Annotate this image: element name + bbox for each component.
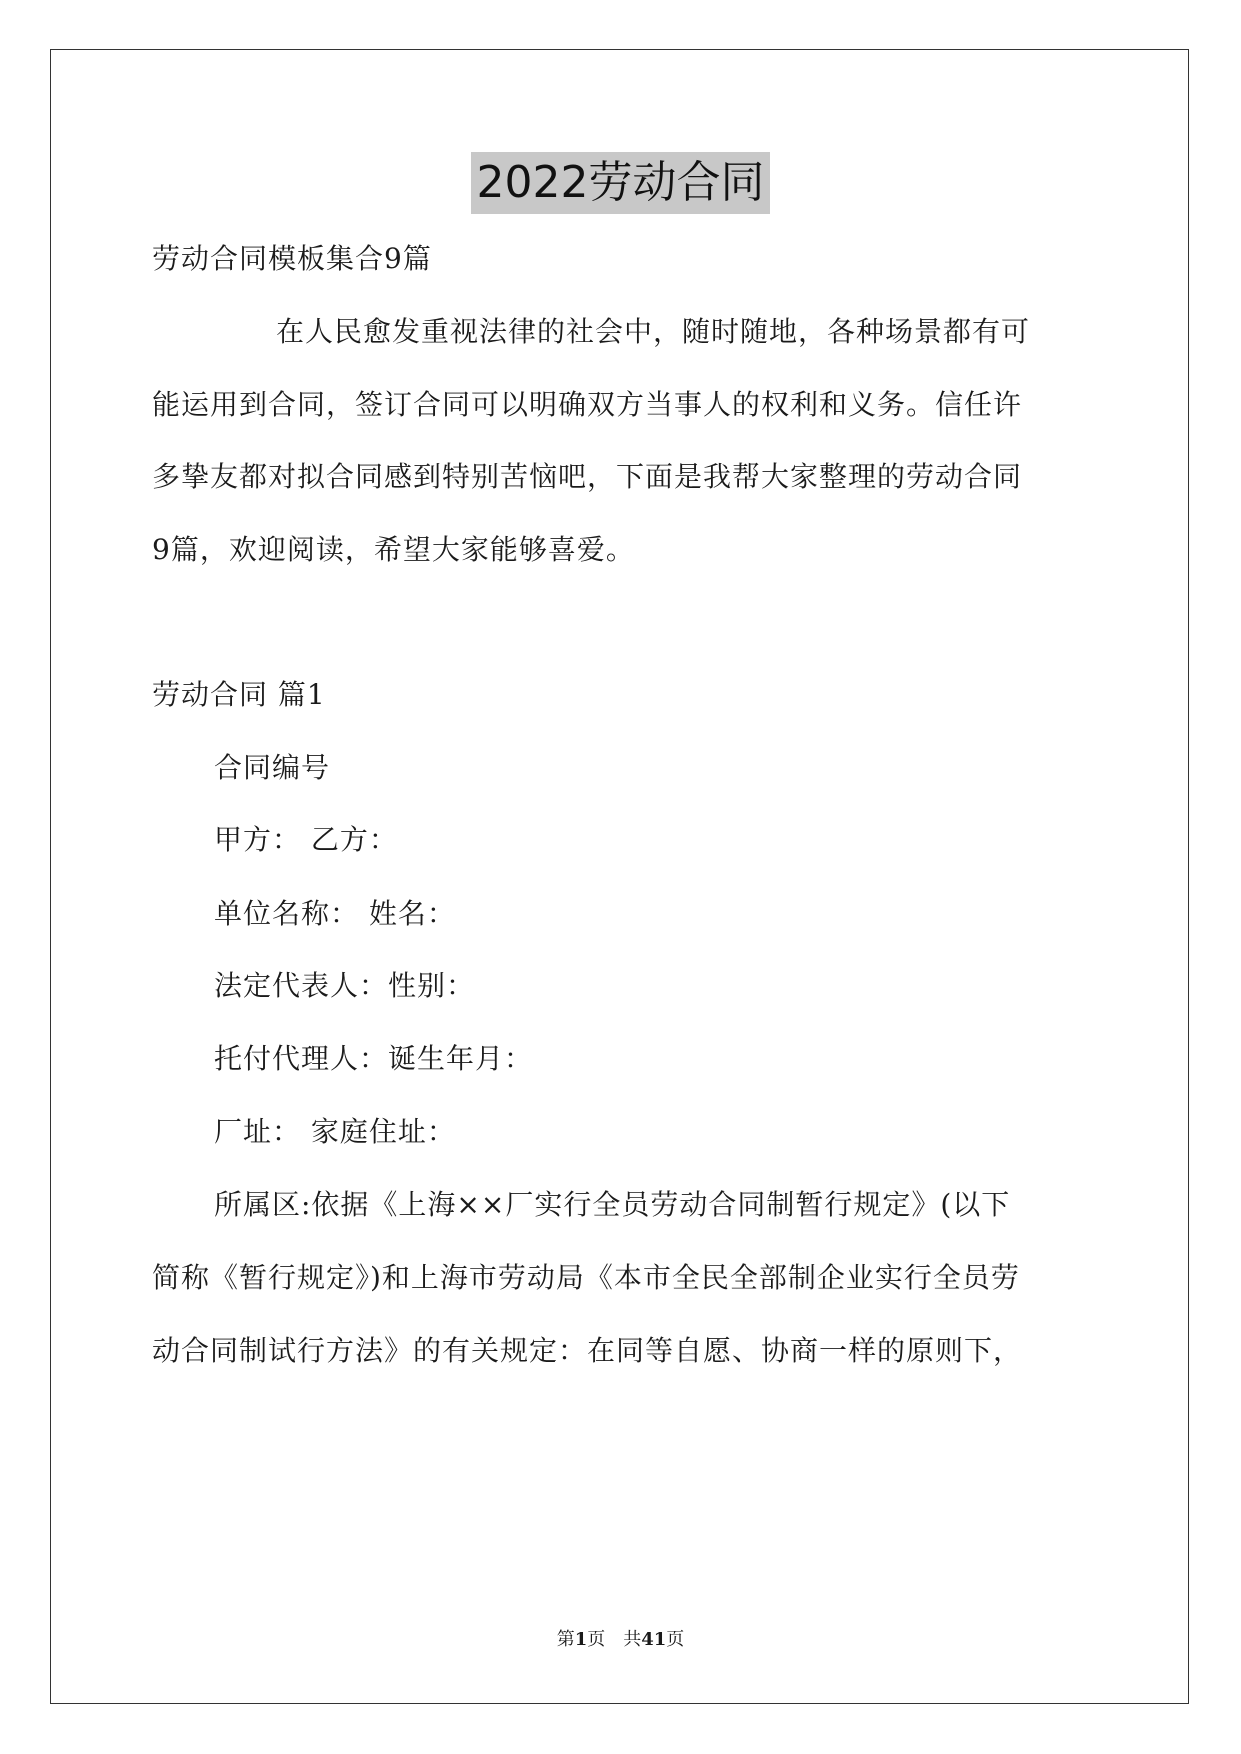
- footer-total-pages: 41: [641, 1629, 667, 1650]
- subtitle: 劳动合同模板集合9篇: [152, 242, 432, 275]
- body-line-1: 所属区:依据《上海××厂实行全员劳动合同制暂行规定》(以下: [214, 1188, 1011, 1221]
- section-heading: 劳动合同 篇1: [152, 678, 326, 711]
- footer-prefix: 第: [556, 1629, 575, 1650]
- intro-line-2: 能运用到合同，签订合同可以明确双方当事人的权利和义务。信任许: [152, 388, 1023, 421]
- page-border: [50, 49, 1189, 1704]
- intro-line-3: 多挚友都对拟合同感到特别苦恼吧，下面是我帮大家整理的劳动合同: [152, 460, 1023, 493]
- field-address: 厂址： 家庭住址：: [214, 1115, 456, 1148]
- footer-page-number: 1: [574, 1629, 588, 1650]
- body-line-2: 简称《暂行规定》)和上海市劳动局《本市全民全部制企业实行全员劳: [152, 1261, 1020, 1294]
- intro-line-1: 在人民愈发重视法律的社会中，随时随地，各种场景都有可: [276, 315, 1031, 348]
- field-unit-name: 单位名称： 姓名：: [214, 897, 456, 930]
- footer-suffix: 页: [666, 1629, 685, 1650]
- page-footer: [0, 1628, 1241, 1652]
- footer-mid: 页 共: [587, 1629, 642, 1650]
- field-agent: 托付代理人：诞生年月：: [214, 1042, 534, 1075]
- document-title: [0, 152, 1241, 214]
- body-line-3: 动合同制试行方法》的有关规定：在同等自愿、协商一样的原则下，: [152, 1334, 1023, 1367]
- field-contract-number: 合同编号: [214, 751, 331, 784]
- field-parties: 甲方： 乙方：: [214, 823, 398, 856]
- title-text: 2022劳动合同: [471, 152, 771, 214]
- intro-line-4: 9篇，欢迎阅读，希望大家能够喜爱。: [152, 533, 635, 566]
- field-legal-rep: 法定代表人：性别：: [214, 969, 476, 1002]
